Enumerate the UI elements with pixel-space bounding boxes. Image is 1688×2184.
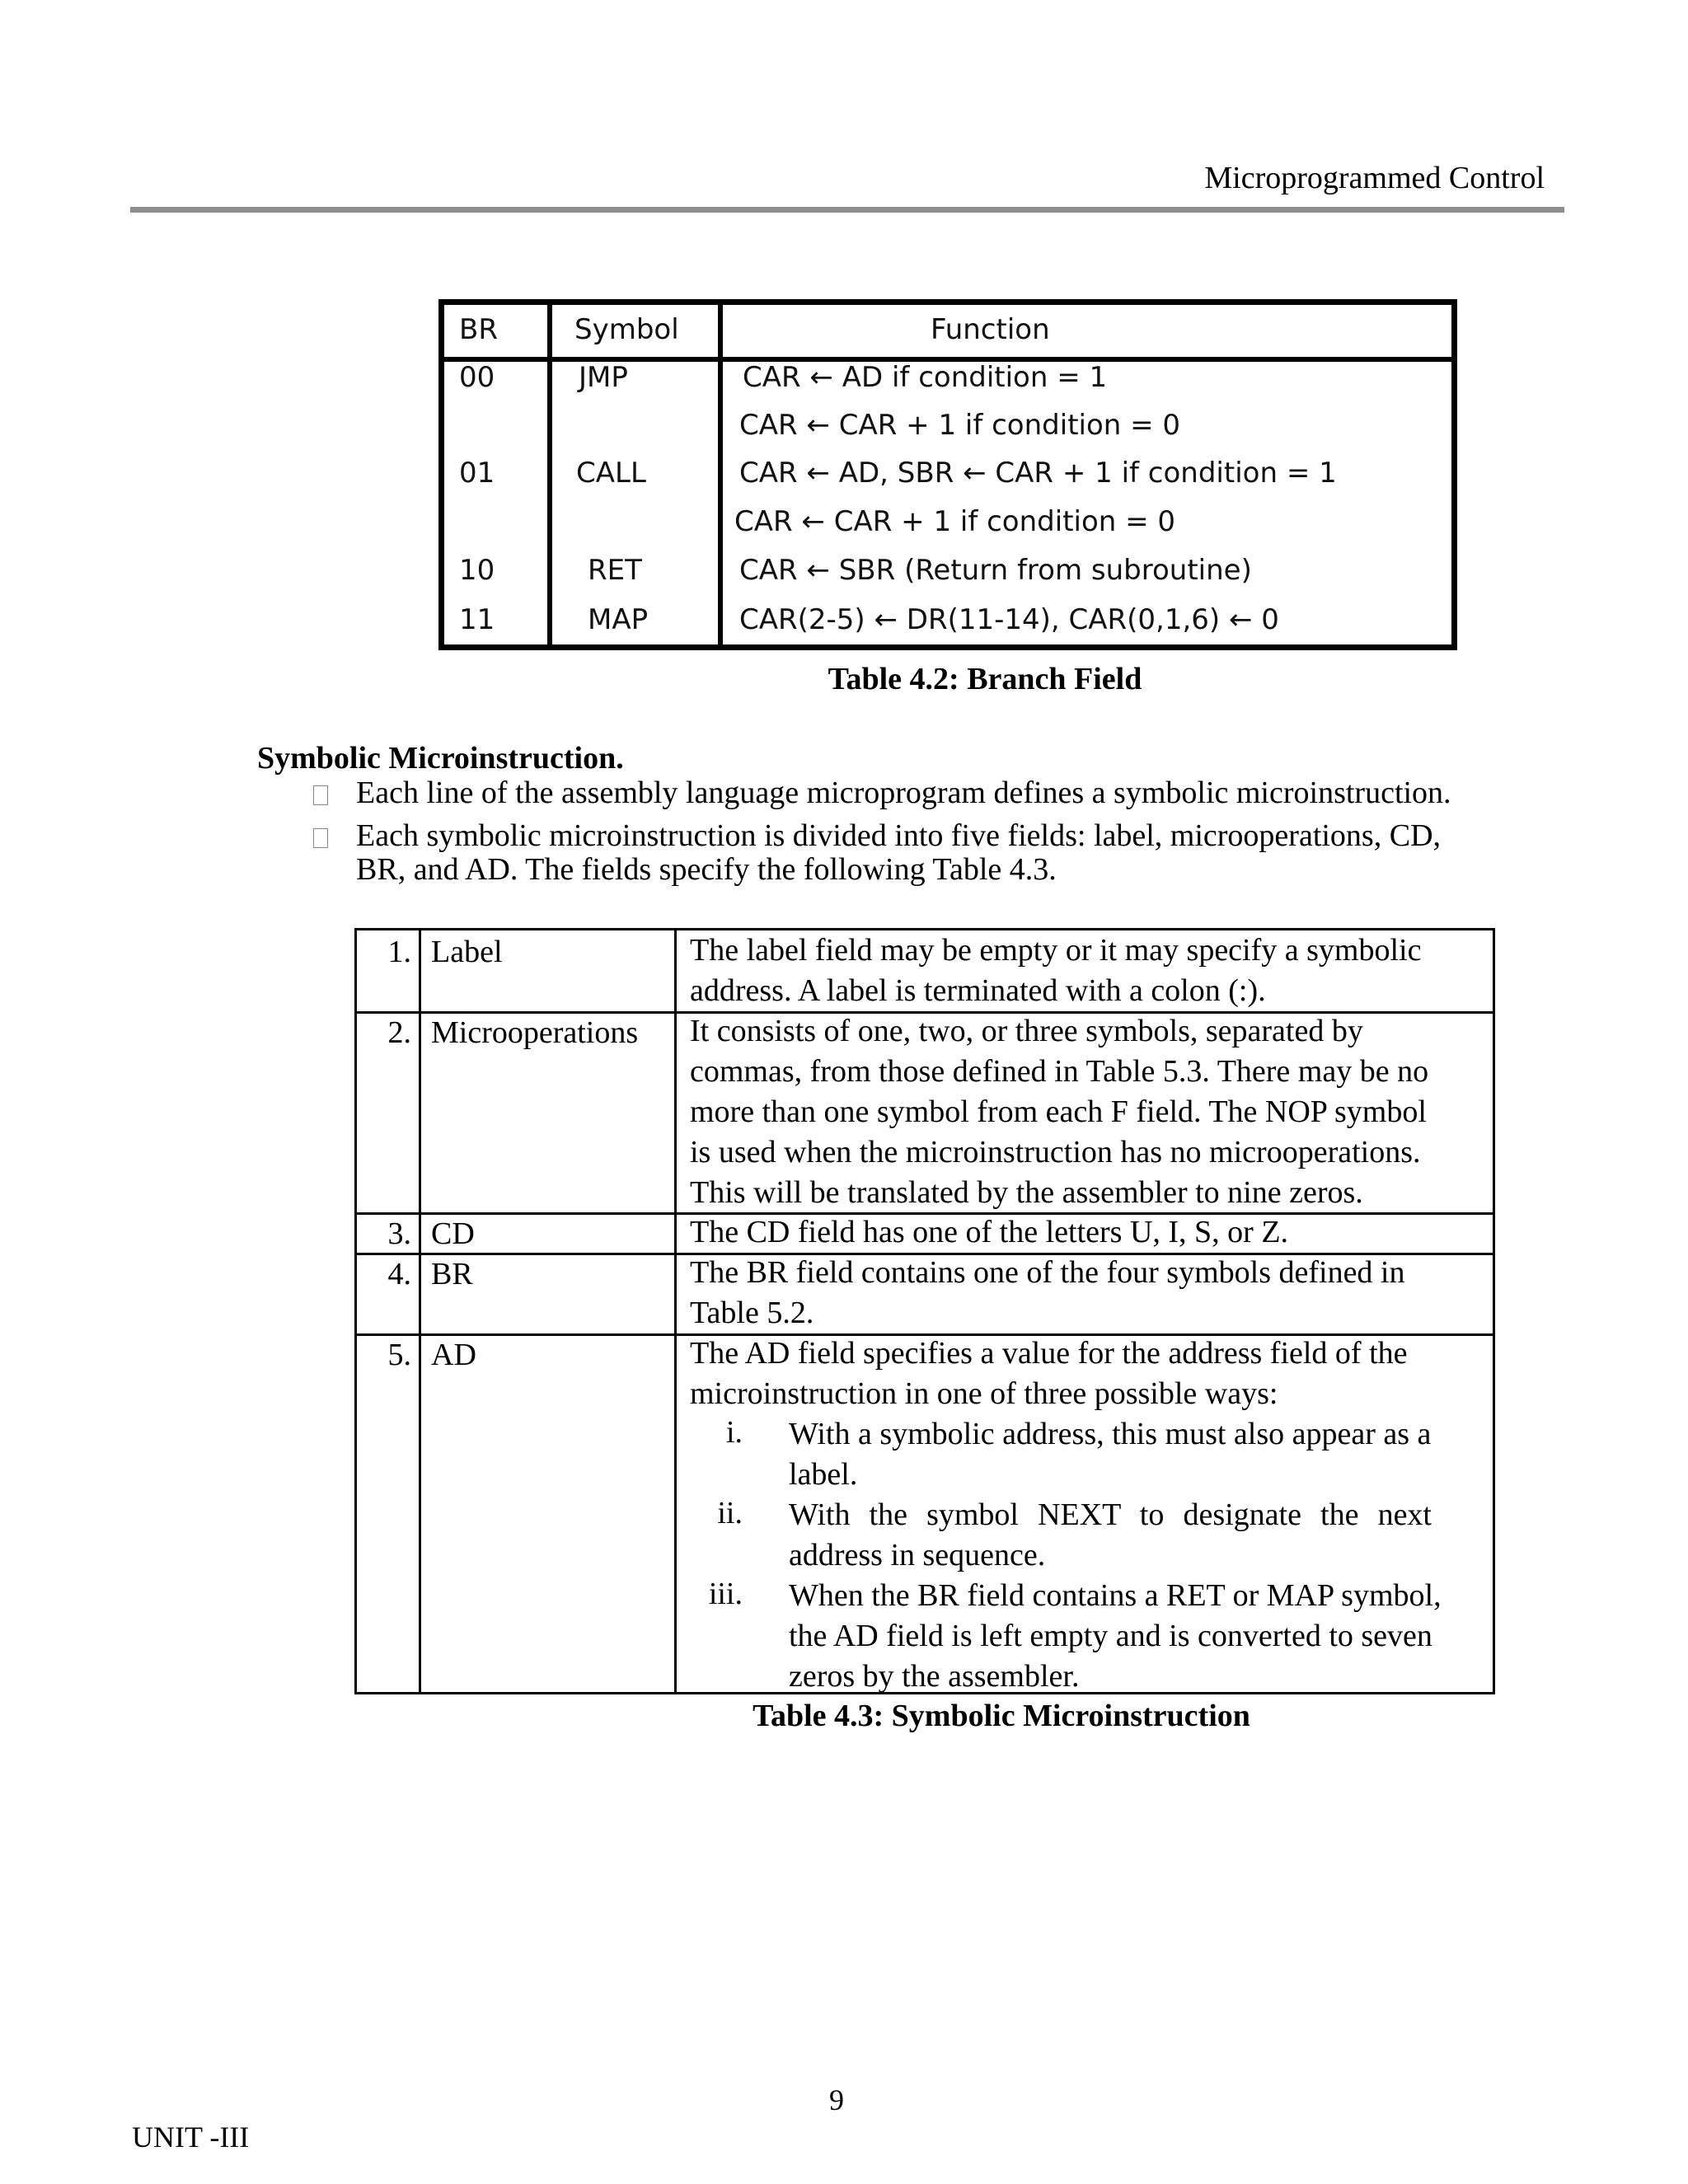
field-name: Label	[431, 935, 503, 969]
section-heading: Symbolic Microinstruction.	[257, 741, 624, 776]
field-name: Microoperations	[431, 1015, 639, 1050]
br-code: 01	[459, 457, 495, 490]
table-caption: Table 4.3: Symbolic Microinstruction	[753, 1699, 1250, 1733]
branch-field-table	[438, 299, 1457, 650]
column-divider	[419, 930, 421, 1692]
field-name: CD	[431, 1216, 475, 1251]
field-description	[690, 1253, 1405, 1333]
running-header: Microprogrammed Control	[1204, 161, 1545, 195]
field-description	[690, 1011, 1428, 1213]
description-line: This will be translated by the assembler to nine zeros.	[690, 1175, 1363, 1210]
sub-item-line: With the symbol NEXT to designate the next	[789, 1497, 1432, 1532]
symbolic-microinstruction-table	[354, 928, 1495, 1694]
br-code: 10	[459, 554, 495, 587]
page-number: 9	[829, 2083, 844, 2116]
description-line: microinstruction in one of three possible ways:	[690, 1376, 1278, 1411]
column-header-br: BR	[459, 313, 498, 346]
br-function-line: CAR ← AD if condition = 1	[743, 361, 1108, 394]
row-number: 5.	[387, 1338, 411, 1372]
description-line: commas, from those defined in Table 5.3. There may be no	[690, 1054, 1429, 1089]
br-function-line: CAR ← CAR + 1 if condition = 0	[739, 409, 1181, 442]
sub-item-line: zeros by the assembler.	[789, 1659, 1080, 1694]
description-line: Table 5.2.	[690, 1296, 814, 1330]
br-symbol: RET	[588, 554, 642, 587]
row-number: 4.	[387, 1257, 411, 1291]
description-line: address. A label is terminated with a colon (:).	[690, 973, 1266, 1008]
sub-item-line: address in sequence.	[789, 1538, 1046, 1572]
br-function-line: CAR ← SBR (Return from subroutine)	[739, 554, 1252, 587]
br-function-line: CAR(2-5) ← DR(11-14), CAR(0,1,6) ← 0	[739, 603, 1279, 636]
description-line: more than one symbol from each F field. The NOP symbol	[690, 1094, 1427, 1129]
description-line: The label field may be empty or it may specify a symbolic	[690, 933, 1422, 968]
br-symbol: JMP	[579, 361, 628, 394]
bullet-box-icon	[313, 828, 328, 848]
column-header-function: Function	[931, 313, 1050, 346]
br-function-line: CAR ← AD, SBR ← CAR + 1 if condition = 1	[739, 457, 1337, 490]
field-description	[690, 1212, 1288, 1253]
bullet-text: Each line of the assembly language microprogram defines a symbolic microinstruction.	[356, 776, 1451, 810]
field-description	[690, 1333, 1408, 1414]
description-line: The AD field specifies a value for the address field of the	[690, 1336, 1408, 1371]
bullet-text: BR, and AD. The fields specify the following Table 4.3.	[356, 852, 1057, 887]
field-name: AD	[431, 1338, 476, 1372]
br-code: 00	[459, 361, 495, 394]
sub-item-line: label.	[789, 1457, 858, 1492]
br-symbol: CALL	[576, 457, 646, 490]
br-symbol: MAP	[588, 603, 649, 636]
table-caption: Table 4.2: Branch Field	[828, 662, 1142, 696]
list-numeral: i.	[725, 1415, 743, 1450]
header-rule	[130, 207, 1564, 213]
column-header-symbol: Symbol	[574, 313, 679, 346]
description-line: It consists of one, two, or three symbols, separated by	[690, 1014, 1363, 1048]
br-function-line: CAR ← CAR + 1 if condition = 0	[734, 505, 1176, 538]
sub-item-line: the AD field is left empty and is converted to seven	[789, 1619, 1432, 1653]
br-code: 11	[459, 603, 495, 636]
list-numeral: iii.	[708, 1577, 743, 1611]
field-description	[690, 930, 1421, 1011]
column-divider	[718, 305, 723, 644]
bullet-box-icon	[313, 785, 328, 805]
sub-item	[789, 1576, 1442, 1697]
unit-label: UNIT -III	[132, 2121, 250, 2154]
sub-item	[789, 1495, 1432, 1576]
row-number: 1.	[387, 935, 411, 969]
column-divider	[674, 930, 677, 1692]
sub-item	[789, 1414, 1431, 1495]
sub-item-line: With a symbolic address, this must also appear as a	[789, 1417, 1432, 1451]
bullet-text: Each symbolic microinstruction is divided into five fields: label, microoperations, CD,	[356, 818, 1442, 853]
sub-item-line: When the BR field contains a RET or MAP symbol,	[789, 1578, 1442, 1613]
column-divider	[547, 305, 552, 644]
list-numeral: ii.	[717, 1496, 743, 1530]
row-number: 2.	[387, 1015, 411, 1050]
description-line: The BR field contains one of the four symbols defined in	[690, 1255, 1405, 1290]
row-number: 3.	[387, 1216, 411, 1251]
description-line: is used when the microinstruction has no microoperations.	[690, 1135, 1421, 1169]
description-line: The CD field has one of the letters U, I, S, or Z.	[690, 1215, 1289, 1249]
field-name: BR	[431, 1257, 473, 1291]
